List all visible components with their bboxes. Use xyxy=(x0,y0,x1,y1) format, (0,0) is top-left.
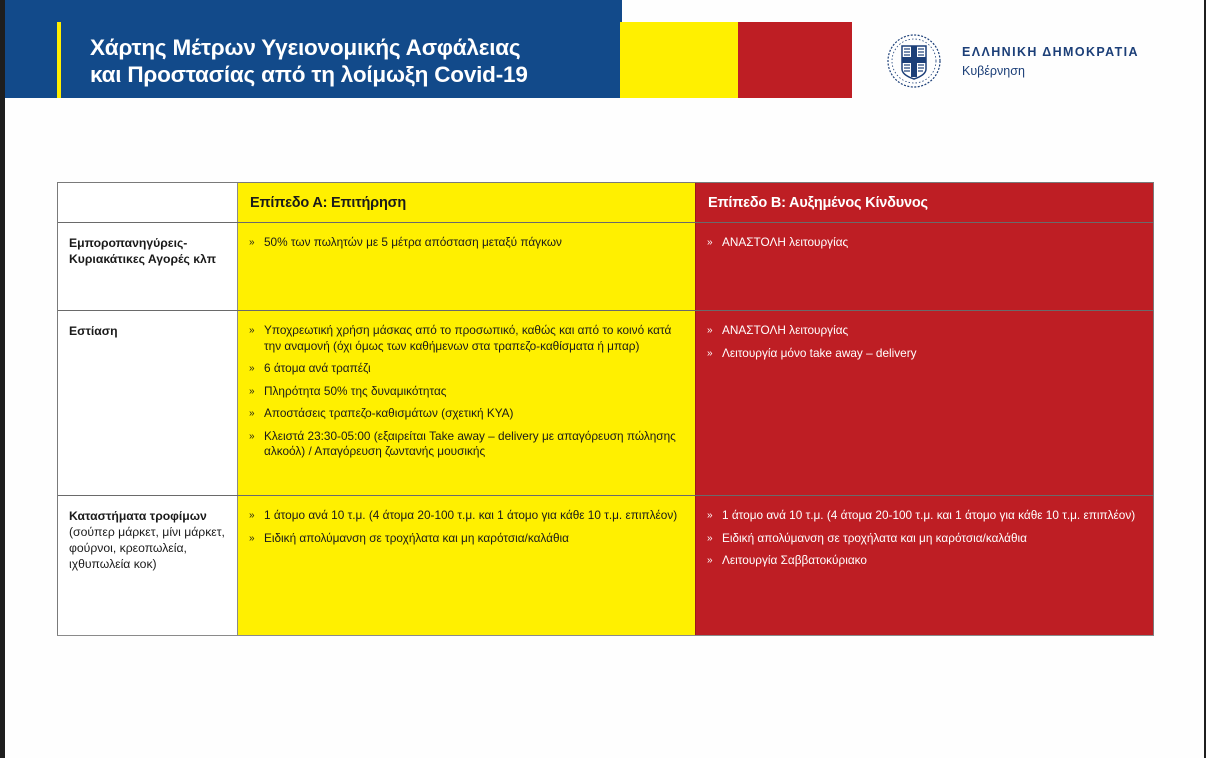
row-sublabel: (σούπερ μάρκετ, μίνι μάρκετ, φούρνοι, κρεοπωλεία, ιχθυπωλεία κοκ) xyxy=(69,525,225,571)
measure-item: » Λειτουργία μόνο take away – delivery xyxy=(707,345,917,360)
measure-item: » 50% των πωλητών με 5 μέτρα απόσταση μεταξύ πάγκων xyxy=(249,235,562,249)
measure-item: » Πληρότητα 50% της δυναμικότητας xyxy=(249,383,447,398)
level-b-cell xyxy=(696,311,1153,495)
header-cell-level-a xyxy=(238,183,696,222)
measure-item: » ΑΝΑΣΤΟΛΗ λειτουργίας xyxy=(707,235,849,249)
page-title xyxy=(90,34,528,88)
measure-item: » 1 άτομο ανά 10 τ.μ. (4 άτομα 20-100 τ.μ. και 1 άτομο για κάθε 10 τ.μ. επιπλέον) xyxy=(707,508,1136,522)
level-b-color-block xyxy=(738,22,852,98)
bullet-icon: » xyxy=(249,363,255,374)
bullet-icon: » xyxy=(249,408,255,419)
measure-item: » Ειδική απολύμανση σε τροχήλατα και μη καρότσια/καλάθια xyxy=(249,530,569,545)
bullet-icon: » xyxy=(249,237,255,248)
level-a-cell xyxy=(238,223,696,310)
bullet-icon: » xyxy=(707,325,713,336)
bullet-icon: » xyxy=(249,325,255,336)
row-label-cell xyxy=(58,311,238,495)
bullet-icon: » xyxy=(707,510,713,521)
measures-table xyxy=(57,182,1154,636)
bullet-icon: » xyxy=(249,532,255,544)
bullet-icon: » xyxy=(249,430,255,442)
measure-item: » Κλειστά 23:30-05:00 (εξαιρείται Take away – delivery με απαγόρευση πώλησης αλκοόλ) / Απαγόρευση ζωντανής μουσικής xyxy=(249,428,676,458)
column-header-level-a: Επίπεδο Α: Επιτήρηση xyxy=(250,195,406,211)
level-a-cell xyxy=(238,311,696,495)
table-row xyxy=(58,223,1153,311)
table-row xyxy=(58,496,1153,635)
level-a-color-block xyxy=(620,22,738,98)
page-title-line1: Χάρτης Μέτρων Υγειονομικής Ασφάλειας xyxy=(90,35,521,60)
level-a-cell xyxy=(238,496,696,635)
table-header-row xyxy=(58,183,1153,223)
column-header-level-b: Επίπεδο Β: Αυξημένος Κίνδυνος xyxy=(708,195,928,211)
level-b-cell xyxy=(696,223,1153,310)
row-label: Εστίαση xyxy=(69,324,118,338)
page-title-line2: και Προστασίας από τη λοίμωξη Covid-19 xyxy=(90,62,528,87)
measure-item: » ΑΝΑΣΤΟΛΗ λειτουργίας xyxy=(707,323,849,337)
header-cell-empty xyxy=(58,183,238,222)
bullet-icon: » xyxy=(249,510,255,521)
bullet-icon: » xyxy=(249,385,255,397)
measure-item: » Υποχρεωτική χρήση μάσκας από το προσωπικό, καθώς και από το κοινό κατά την αναμονή (όχι όμως των καθήμενων στα τραπεζο-καθίσματα ή μπαρ) xyxy=(249,323,672,353)
measure-item: » 6 άτομα ανά τραπέζι xyxy=(249,361,371,375)
government-title: ΕΛΛΗΝΙΚΗ ΔΗΜΟΚΡΑΤΙΑ xyxy=(962,45,1139,59)
window-edge-left xyxy=(0,0,5,758)
level-b-cell xyxy=(696,496,1153,635)
bullet-icon: » xyxy=(707,555,713,566)
measure-item: » Λειτουργία Σαββατοκύριακο xyxy=(707,553,867,567)
bullet-icon: » xyxy=(707,347,713,359)
government-subtitle: Κυβέρνηση xyxy=(962,64,1025,78)
header-accent-bar xyxy=(57,22,61,98)
measure-item: » 1 άτομο ανά 10 τ.μ. (4 άτομα 20-100 τ.μ. και 1 άτομο για κάθε 10 τ.μ. επιπλέον) xyxy=(249,508,678,522)
measure-item: » Ειδική απολύμανση σε τροχήλατα και μη καρότσια/καλάθια xyxy=(707,530,1027,545)
header-cell-level-b xyxy=(696,183,1153,222)
measure-item: » Αποστάσεις τραπεζο-καθισμάτων (σχετική ΚΥΑ) xyxy=(249,406,514,420)
row-label: Καταστήματα τροφίμων xyxy=(69,509,207,523)
bullet-icon: » xyxy=(707,237,713,248)
row-label-cell xyxy=(58,223,238,310)
bullet-icon: » xyxy=(707,532,713,544)
row-label: Εμποροπανηγύρεις-Κυριακάτικες Αγορές κλπ xyxy=(69,236,217,266)
greek-coat-of-arms-icon xyxy=(886,33,942,89)
row-label-cell xyxy=(58,496,238,635)
table-row xyxy=(58,311,1153,496)
